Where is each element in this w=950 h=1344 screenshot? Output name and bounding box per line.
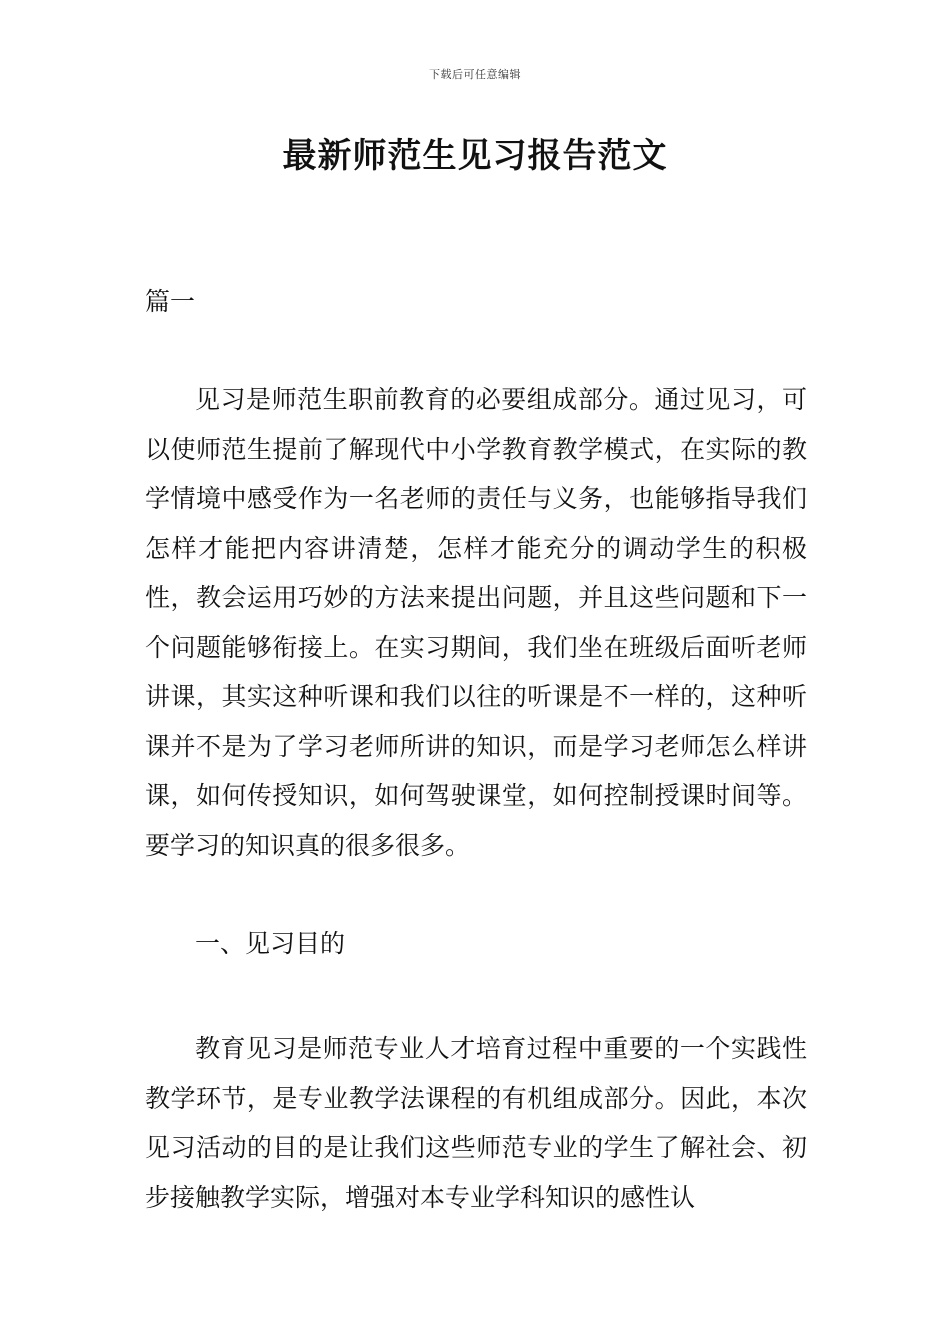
subheading-purpose: 一、见习目的 — [195, 929, 346, 958]
paragraph-intro: 见习是师范生职前教育的必要组成部分。通过见习，可以使师范生提前了解现代中小学教育教学模式，在实际的教学情境中感受作为一名老师的责任与义务，也能够指导我们怎样才能把内容讲清楚，怎样才能充分的调动学生的积极性，教会运用巧妙的方法来提出问题，并且这些问题和下一个问题能够衔接上。在实习期间，我们坐在班级后面听老师讲课，其实这种听课和我们以往的听课是不一样的，这种听课并不是为了学习老师所讲的知识，而是学习老师怎么样讲课，如何传授知识，如何驾驶课堂，如何控制授课时间等。要学习的知识真的很多很多。 — [145, 385, 807, 860]
document-title: 最新师范生见习报告范文 — [282, 136, 668, 176]
paragraph-purpose: 教育见习是师范专业人才培育过程中重要的一个实践性教学环节，是专业教学法课程的有机组成部分。因此，本次见习活动的目的是让我们这些师范专业的学生了解社会、初步接触教学实际，增强对本专业学科知识的感性认 — [145, 1034, 807, 1212]
section-label: 篇一 — [145, 287, 196, 316]
header-note: 下载后可任意编辑 — [429, 68, 521, 81]
